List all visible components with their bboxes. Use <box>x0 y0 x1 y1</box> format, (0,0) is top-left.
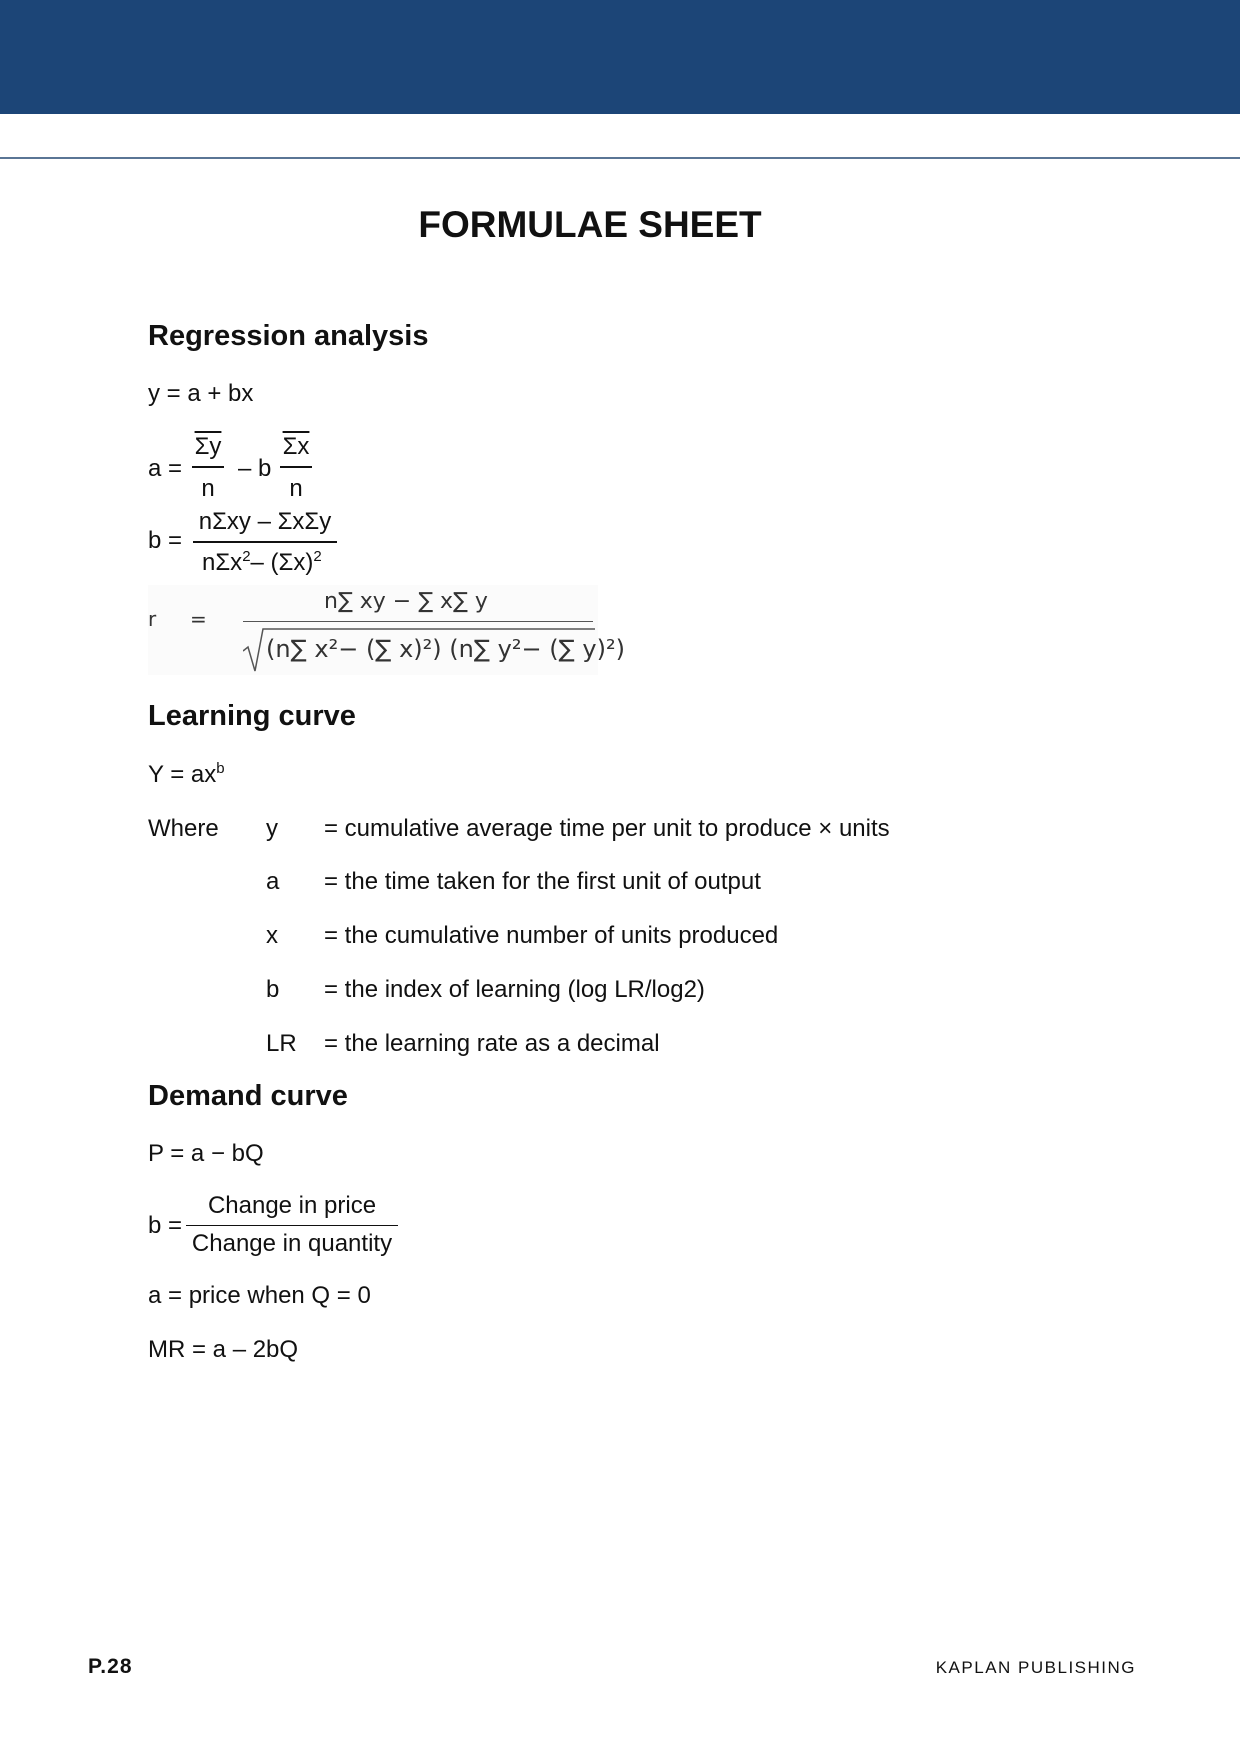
definition-text: = the learning rate as a decimal <box>324 1030 660 1057</box>
r-denominator: (n∑ x²− (∑ x)²) (n∑ y²− (∑ y)²) <box>266 635 625 663</box>
a-denominator-2: n <box>289 475 303 502</box>
regression-line-equation: y = a + bx <box>148 380 254 407</box>
r-lhs: r <box>148 607 157 631</box>
header-rule <box>0 157 1240 159</box>
a-minus-b: – b <box>238 455 272 482</box>
where-label: Where <box>148 815 219 842</box>
demand-b-numerator: Change in price <box>207 1192 377 1219</box>
b-lhs: b = <box>148 527 183 554</box>
page-number: P.28 <box>88 1655 133 1678</box>
header-band <box>0 0 1240 114</box>
demand-b-denominator: Change in quantity <box>191 1230 393 1257</box>
b-fraction-bar <box>193 541 337 543</box>
definition-symbol: b <box>266 976 280 1003</box>
demand-b-fraction-bar <box>186 1225 398 1226</box>
definition-text: = the index of learning (log LR/log2) <box>324 976 705 1003</box>
publisher-name: KAPLAN PUBLISHING <box>935 1658 1136 1677</box>
r-numerator: n∑ xy − ∑ x∑ y <box>324 589 488 614</box>
a-fraction-bar-1 <box>192 466 224 468</box>
r-fraction-bar <box>243 621 593 622</box>
definition-text: = the cumulative number of units produced <box>324 922 779 949</box>
learning-equation: $Y = ax^b$ <box>148 760 225 788</box>
definition-symbol: x <box>266 922 278 949</box>
definition-text: = the time taken for the first unit of output <box>324 868 761 895</box>
price-equation: P = a − bQ <box>148 1140 264 1167</box>
intercept-definition: a = price when Q = 0 <box>148 1282 371 1309</box>
definition-symbol: y <box>266 815 278 842</box>
a-denominator-1: n <box>201 475 215 502</box>
demand-b-lhs: b = <box>148 1212 183 1239</box>
b-numerator: nΣxy – ΣxΣy <box>198 508 332 535</box>
page-title: FORMULAE SHEET <box>418 204 762 245</box>
correlation-formula <box>148 585 625 675</box>
a-lhs: a = <box>148 455 183 482</box>
b-denominator: nΣx$^2$– $(\Sigma x)^2$ <box>202 548 322 576</box>
definition-text: = cumulative average time per unit to produce × units <box>324 815 890 842</box>
learning-heading: Learning curve <box>148 700 356 732</box>
r-equals: = <box>190 607 207 631</box>
regression-heading: Regression analysis <box>148 320 429 352</box>
a-numerator-x: $\overline{\Sigma x}$ <box>282 433 310 460</box>
marginal-revenue-equation: MR = a – 2bQ <box>148 1336 299 1363</box>
a-numerator-y: $\overline{\Sigma y}$ <box>194 433 222 460</box>
definition-symbol: a <box>266 868 280 895</box>
definition-symbol: LR <box>266 1030 297 1057</box>
a-fraction-bar-2 <box>280 466 312 468</box>
demand-heading: Demand curve <box>148 1080 348 1112</box>
